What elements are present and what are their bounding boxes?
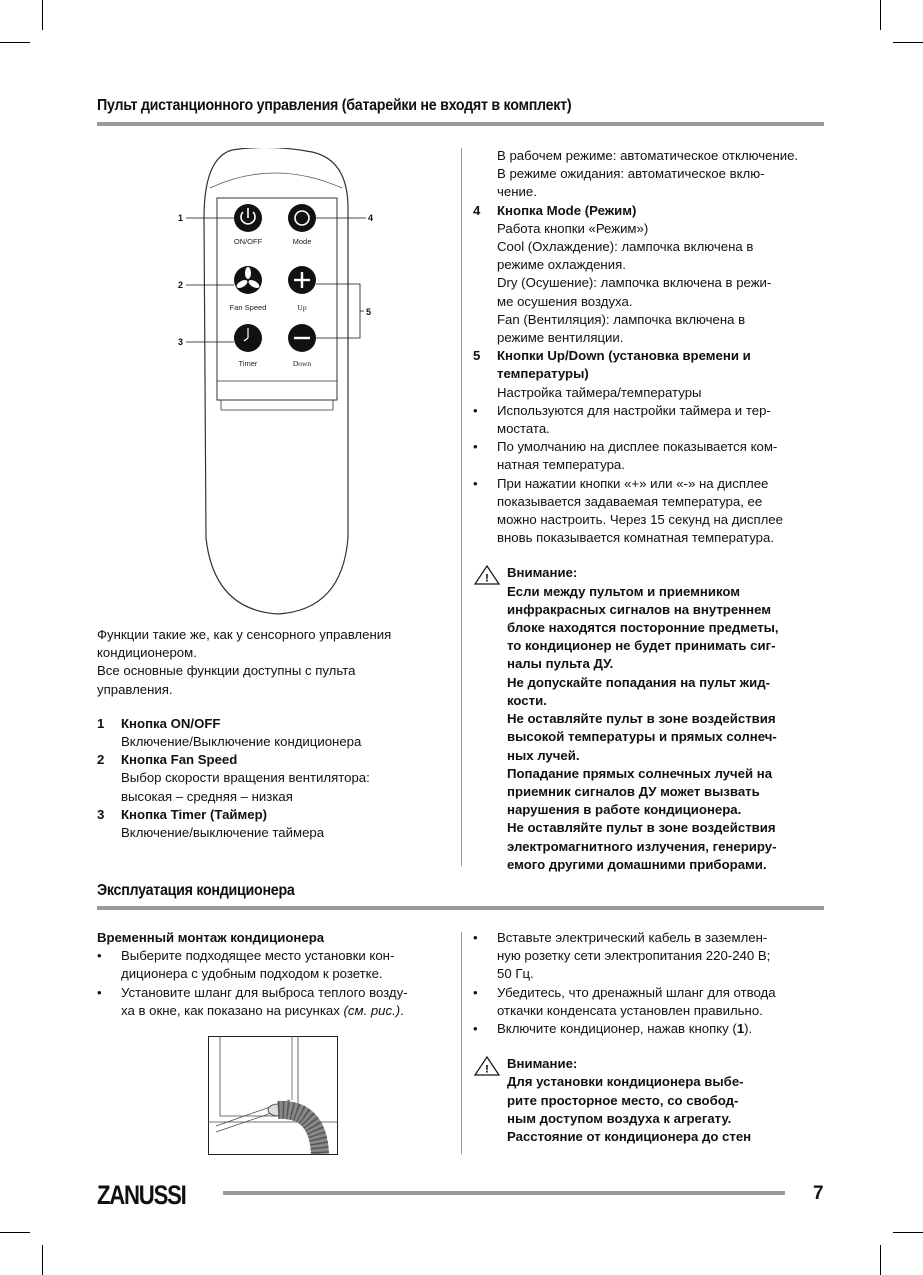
bullet-icon: • — [473, 475, 478, 491]
section2-left-text — [97, 929, 457, 1020]
bullet-item: • При нажатии кнопки «+» или «-» на дисплее показывается задаваемая температура, ее можно настроить. Через 15 секунд на дисплее вновь показывается комнатная температура. — [473, 475, 833, 548]
intro-line: Функции такие же, как у сенсорного управления — [97, 627, 392, 642]
bullet-item: • Выберите подходящее место установки кон- диционера с удобным подходом к розетке. — [97, 947, 457, 983]
figure-ref: (см. рис.) — [343, 1002, 401, 1018]
item-line: Fan (Вентиляция): лампочка включена в — [497, 311, 746, 327]
item-line: Cool (Охлаждение): лампочка включена в — [497, 239, 754, 255]
section-title-remote: Пульт дистанционного управления (батарейки не входят в комплект) — [97, 97, 572, 114]
item-title: Кнопки Up/Down (установка времени и — [497, 348, 751, 364]
callout-1: 1 — [178, 213, 184, 223]
crop-mark — [0, 42, 30, 43]
svg-text:!: ! — [485, 572, 489, 585]
bullet-icon: • — [473, 1021, 478, 1037]
bullet-item: • Установите шланг для выброса теплого возду- ха в окне, как показано на рисунках (см. рис.). — [97, 984, 457, 1020]
intro-line: кондиционером. — [97, 645, 197, 661]
brand-logo: ZANUSSI — [97, 1180, 186, 1210]
intro-line: управления. — [97, 681, 173, 697]
warning-title: Внимание: — [507, 1056, 578, 1072]
section2-right-text — [473, 929, 833, 1146]
bullet-item: • Вставьте электрический кабель в заземлен- ную розетку сети электропитания 220-240 В; 50 Гц. — [473, 929, 833, 984]
up-label: Up — [297, 303, 307, 312]
list-item — [97, 806, 452, 842]
section-title-operation: Эксплуатация кондиционера — [97, 882, 295, 899]
crop-mark — [42, 1245, 43, 1275]
fan-speed-button — [234, 266, 262, 294]
bullet-icon: • — [473, 930, 478, 945]
warning-icon — [473, 1055, 507, 1146]
item-title: температуры) — [497, 366, 589, 382]
mode-label: Mode — [292, 237, 312, 246]
bullet-icon: • — [473, 439, 478, 455]
up-button — [288, 266, 316, 294]
item-line: высокая – средняя – низкая — [121, 788, 293, 804]
bullet-icon: • — [473, 402, 478, 418]
bullet-item: • Убедитесь, что дренажный шланг для отвода откачки конденсата установлен правильно. — [473, 984, 833, 1020]
list-item — [97, 751, 452, 806]
item-number: 4 — [473, 202, 481, 218]
intro-line: Все основные функции доступны с пульта — [97, 663, 356, 679]
callout-3: 3 — [178, 337, 184, 347]
cont-line: В рабочем режиме: автоматическое отключение. — [497, 148, 799, 163]
item-line: режиме вентиляции. — [497, 330, 624, 346]
down-button — [288, 324, 316, 352]
window-hose-illustration — [208, 1036, 338, 1156]
item-line: ме осушения воздуха. — [497, 293, 633, 309]
mode-button — [288, 204, 316, 232]
list-item — [473, 347, 833, 402]
item-number: 5 — [473, 348, 481, 364]
section-rule — [97, 906, 824, 910]
item-number: 3 — [97, 806, 105, 822]
item-title: Кнопка Timer (Таймер) — [121, 806, 268, 822]
warning-icon — [473, 564, 507, 873]
bullet-icon: • — [97, 984, 102, 1000]
cont-line: чение. — [497, 184, 537, 200]
bullet-item: • Включите кондиционер, нажав кнопку (1). — [473, 1020, 833, 1038]
list-item — [473, 202, 833, 348]
bullet-item: • По умолчанию на дисплее показывается ком- натная температура. — [473, 438, 833, 474]
page-number: 7 — [813, 1183, 824, 1204]
right-column-text — [473, 147, 833, 874]
remote-top-line — [210, 173, 342, 188]
down-label: Down — [292, 359, 312, 368]
onoff-label: ON/OFF — [233, 237, 263, 246]
onoff-button — [234, 204, 262, 232]
list-item — [97, 715, 452, 751]
item-line: Работа кнопки «Режим») — [497, 220, 649, 236]
left-column-text — [97, 626, 452, 842]
callout-2: 2 — [178, 280, 184, 290]
item-title: Кнопка Mode (Режим) — [497, 202, 637, 218]
item-number: 1 — [97, 715, 105, 731]
crop-mark — [893, 1232, 923, 1233]
warning-block: ! Внимание: Если между пультом и приемником инфракрасных сигналов на внутреннем блоке находятся посторонние предметы, то кондиционер не будет принимать сиг- налы пульта ДУ. Не допускайте попадания на пульт жид- кости. Не оставляйте пульт в зоне воздействия высокой температуры и прямых солнеч- ных лучей. Попадание прямых солнечных лучей на приемник сигналов ДУ может вызвать нарушения в работе кондиционера. Не оставляйте пульт в зоне воздействия электромагнитного излучения, генериру- емого другими домашними приборами. — [473, 564, 833, 873]
warning-title: Внимание: — [507, 565, 578, 581]
crop-mark — [880, 0, 881, 30]
item-line: Dry (Осушение): лампочка включена в режи- — [497, 275, 772, 291]
crop-mark — [42, 0, 43, 30]
remote-control-illustration — [170, 148, 390, 618]
section-rule — [97, 122, 824, 126]
footer-rule — [223, 1191, 785, 1195]
item-line: Выбор скорости вращения вентилятора: — [121, 770, 370, 786]
column-divider — [461, 148, 462, 866]
item-number: 2 — [97, 752, 105, 768]
callout-5: 5 — [366, 307, 372, 317]
fan-speed-label: Fan Speed — [229, 303, 267, 312]
remote-panel — [217, 198, 337, 400]
bullet-item: • Используются для настройки таймера и тер- мостата. — [473, 402, 833, 438]
svg-text:!: ! — [485, 1063, 489, 1076]
warning-block: ! Внимание: Для установки кондиционера выбе- рите просторное место, со свобод- ным доступом воздуха к агрегату. Расстояние от кондиционера до стен — [473, 1055, 833, 1146]
item-line: Включение/Выключение кондиционера — [121, 734, 362, 750]
crop-mark — [893, 42, 923, 43]
timer-button — [234, 324, 262, 352]
crop-mark — [0, 1232, 30, 1233]
crop-mark — [880, 1245, 881, 1275]
item-line: Включение/выключение таймера — [121, 825, 325, 841]
bullet-icon: • — [97, 948, 102, 964]
item-line: Настройка таймера/температуры — [497, 384, 702, 400]
bullet-icon: • — [473, 984, 478, 1000]
timer-label: Timer — [238, 359, 258, 368]
subtitle: Временный монтаж кондиционера — [97, 930, 325, 945]
column-divider — [461, 932, 462, 1154]
cont-line: В режиме ожидания: автоматическое вклю- — [497, 166, 765, 182]
item-title: Кнопка ON/OFF — [121, 715, 221, 731]
item-title: Кнопка Fan Speed — [121, 752, 238, 768]
callout-4: 4 — [368, 213, 374, 223]
item-line: режиме охлаждения. — [497, 257, 626, 273]
